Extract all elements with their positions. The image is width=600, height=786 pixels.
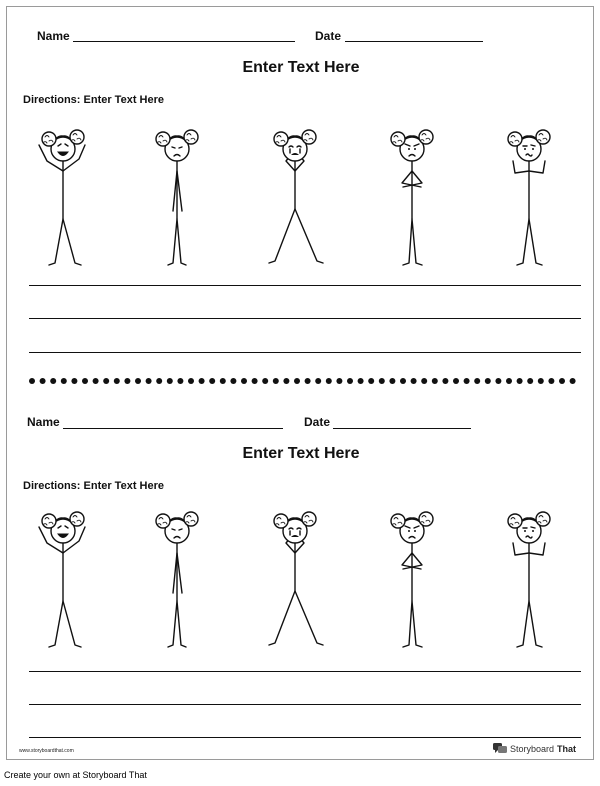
writing-line[interactable] — [29, 285, 581, 286]
worksheet-title-2[interactable]: Enter Text Here — [242, 445, 360, 462]
stick-figure-excited — [39, 130, 85, 265]
date-label-1: Date — [315, 29, 342, 43]
create-your-own-caption[interactable]: Create your own at Storyboard That — [4, 770, 147, 780]
writing-line[interactable] — [29, 318, 581, 319]
stick-figure-sad — [156, 130, 198, 265]
writing-line[interactable] — [29, 704, 581, 705]
date-line-2[interactable] — [333, 428, 471, 429]
emotion-figures-row-1 — [7, 125, 595, 275]
worksheet-title-1[interactable]: Enter Text Here — [242, 59, 360, 76]
writing-line[interactable] — [29, 352, 581, 353]
stick-figure-angry — [391, 512, 433, 647]
name-label-1: Name — [37, 29, 70, 43]
stick-figure-sad — [156, 512, 198, 647]
storyboardthat-logo — [493, 743, 576, 755]
stick-figure-excited — [39, 512, 85, 647]
date-label-2: Date — [304, 415, 331, 429]
stick-figure-angry — [391, 130, 433, 265]
footer-url: www.storyboardthat.com — [19, 748, 74, 754]
emotion-figures-row-2 — [7, 507, 595, 657]
date-line-1[interactable] — [345, 41, 483, 42]
writing-line[interactable] — [29, 671, 581, 672]
name-line-1[interactable] — [73, 41, 295, 42]
brand-that: That — [557, 744, 577, 754]
stick-figure-crying — [269, 512, 323, 645]
stick-figure-confused — [508, 512, 550, 647]
writing-line[interactable] — [29, 737, 581, 738]
name-line-2[interactable] — [63, 428, 283, 429]
directions-2[interactable]: Directions: Enter Text Here — [23, 480, 165, 492]
worksheet-page — [6, 6, 594, 760]
stick-figure-confused — [508, 130, 550, 265]
stick-figure-crying — [269, 130, 323, 263]
directions-1[interactable]: Directions: Enter Text Here — [23, 94, 165, 106]
speech-bubbles-icon — [493, 743, 507, 755]
brand-storyboard: Storyboard — [510, 744, 555, 754]
cut-line-dots — [29, 375, 577, 387]
name-label-2: Name — [27, 415, 60, 429]
